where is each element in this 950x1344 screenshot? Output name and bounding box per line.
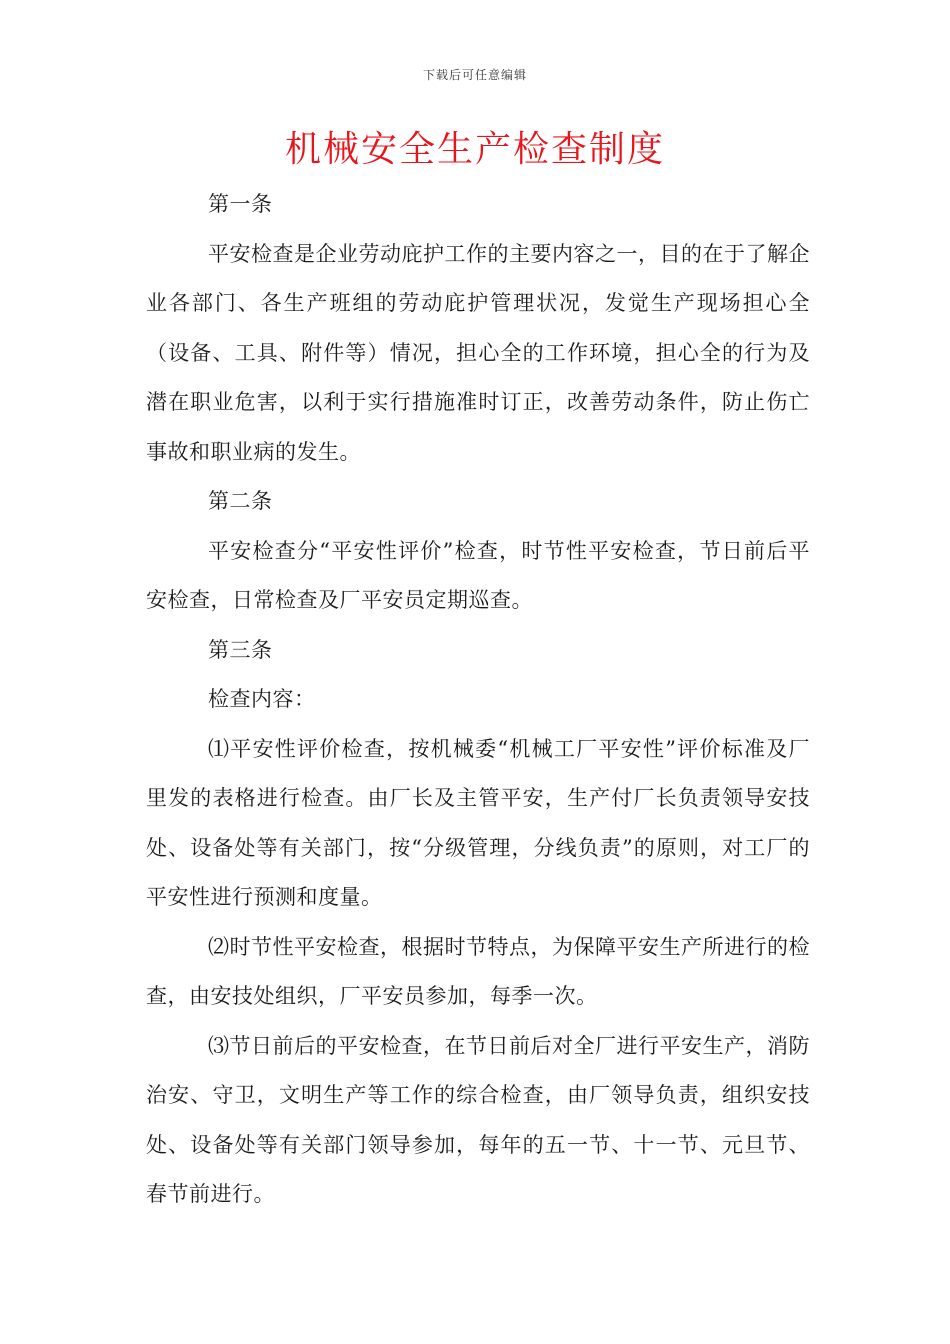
inspection-item-2: ⑵时节性平安检查，根据时节特点，为保障平安生产所进行的检查，由安技处组织，厂平安员参加，每季一次。: [146, 934, 810, 1008]
download-note: 下载后可任意编辑: [422, 68, 527, 82]
article-2-heading: 第二条: [208, 489, 273, 513]
document-body: [146, 180, 810, 1220]
article-1-heading: 第一条: [208, 192, 273, 216]
document-title: 机械安全生产检查制度: [284, 129, 665, 170]
inspection-content-label: 检查内容：: [208, 687, 316, 711]
article-1-paragraph: 平安检查是企业劳动庇护工作的主要内容之一，目的在于了解企业各部门、各生产班组的劳动庇护管理状况，发觉生产现场担心全（设备、工具、附件等）情况，担心全的工作环境，担心全的行为及潜在职业危害，以利于实行措施准时订正，改善劳动条件，防止伤亡事故和职业病的发生。: [146, 241, 810, 464]
article-2-paragraph: 平安检查分“平安性评价”检查，时节性平安检查，节日前后平安检查，日常检查及厂平安员定期巡查。: [146, 538, 810, 612]
article-3-heading: 第三条: [208, 637, 273, 662]
inspection-item-3: ⑶节日前后的平安检查，在节日前后对全厂进行平安生产，消防治安、守卫，文明生产等工作的综合检查，由厂领导负责，组织安技处、设备处等有关部门领导参加，每年的五一节、十一节、元旦节、春节前进行。: [146, 1033, 810, 1206]
inspection-item-1: ⑴平安性评价检查，按机械委“机械工厂平安性”评价标准及厂里发的表格进行检查。由厂长及主管平安，生产付厂长负责领导安技处、设备处等有关部门，按“分级管理，分线负责”的原则，对工厂的平安性进行预测和度量。: [146, 736, 810, 909]
